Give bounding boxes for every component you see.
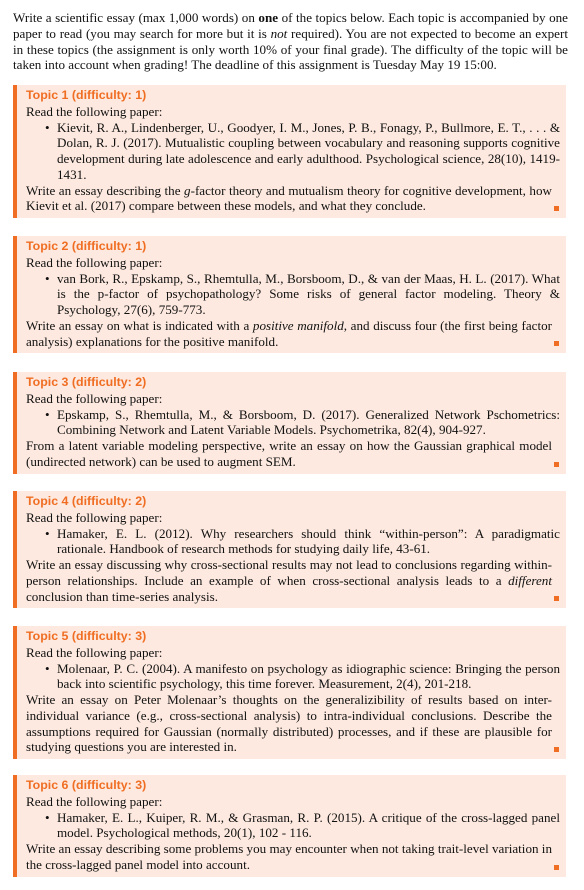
task-text-a: Write an essay describing the xyxy=(26,182,185,198)
reference-text: Kievit, R. A., Lindenberger, U., Goodyer, I. M., Jones, P. B., Fonagy, P., Bullmore, E. T., . . . & Dolan, R. J. (2017). Mutualistic coupling between vocabulary and reasoning supports cognitive development during late adolescence and early adulthood. Psychological science, 28(10), 1419-1431. xyxy=(57,119,560,182)
topic-reference xyxy=(26,407,560,438)
bullet-icon: • xyxy=(45,270,50,286)
topic-task xyxy=(26,557,560,604)
topic-lead: Read the following paper: xyxy=(26,645,163,660)
task-text-b: conclusion than time-series analysis. xyxy=(26,588,218,604)
task-text-b: -factor theory and mutualism theory for cognitive development, how Kievit et al. (2017) compare between these models, and what they conclude. xyxy=(26,182,552,214)
reference-text: van Bork, R., Epskamp, S., Rhemtulla, M., Borsboom, D., & van der Maas, H. L. (2017). What is the p-factor of psychopathology? Some risks of general factor modeling. Theory & Psychology, 27(6), 759-773. xyxy=(57,270,560,318)
topic-reference xyxy=(26,526,560,557)
topic-lead: Read the following paper: xyxy=(26,794,163,809)
topic-lead: Read the following paper: xyxy=(26,391,163,406)
bullet-icon: • xyxy=(45,525,50,541)
topic-title: Topic 4 (difficulty: 2) xyxy=(26,494,147,508)
task-emphasis: different xyxy=(508,572,552,588)
intro-paragraph xyxy=(13,10,568,73)
topic-title: Topic 6 (difficulty: 3) xyxy=(26,778,147,792)
end-marker-icon xyxy=(554,596,559,601)
intro-text-3: required). You are not expected to become an expert in these topics (the assignment is only worth 10% of your final grade). The difficulty of the topic will be taken into account when grading! The deadline of this assignment is Tuesday May 19 15:00. xyxy=(13,25,568,73)
task-emphasis: positive manifold xyxy=(252,317,344,333)
reference-text: Molenaar, P. C. (2004). A manifesto on psychology as idiographic science: Bringing the person back into scientific psychology, this time forever. Measurement, 2(4), 201-218. xyxy=(57,660,560,692)
reference-text: Epskamp, S., Rhemtulla, M., & Borsboom, D. (2017). Generalized Network Pschometrics: Combining Network and Latent Variable Models. Psychometrika, 82(4), 904-927. xyxy=(57,406,560,438)
end-marker-icon xyxy=(554,747,559,752)
topic-task xyxy=(26,183,560,214)
task-emphasis: g xyxy=(184,182,191,198)
end-marker-icon xyxy=(554,865,559,870)
task-text-a: Write an essay discussing why cross-sectional results may not lead to conclusions regarding within-person relationships. Include an example of when cross-sectional analysis leads to a xyxy=(26,557,552,588)
bullet-icon: • xyxy=(45,660,50,676)
reference-text: Hamaker, E. L., Kuiper, R. M., & Grasman, R. P. (2015). A critique of the cross-lagged panel model. Psychological methods, 20(1), 102 - 116. xyxy=(57,809,560,841)
topic-box-2 xyxy=(13,236,566,353)
topic-box-5 xyxy=(13,626,566,759)
bullet-icon: • xyxy=(45,406,50,422)
topic-task xyxy=(26,692,560,755)
topic-title: Topic 5 (difficulty: 3) xyxy=(26,629,147,643)
topic-title: Topic 1 (difficulty: 1) xyxy=(26,88,147,102)
task-text-a: Write an essay on Peter Molenaar’s thoughts on the generalizibility of results based on inter-individual variance (e.g., cross-sectional analysis) to intra-individual conclusions. Describe the assumptions required for Gaussian (normally distributed) processes, and if these are plausible for studying questions you are interested in. xyxy=(26,692,552,755)
topic-reference xyxy=(26,271,560,318)
intro-text-1: Write a scientific essay (max 1,000 words) on xyxy=(13,10,259,25)
task-text-a: Write an essay describing some problems you may encounter when not taking trait-level variation in the cross-lagged panel model into account. xyxy=(26,841,552,872)
topic-box-3 xyxy=(13,372,566,474)
intro-emphasis-not: not xyxy=(270,25,288,41)
reference-text: Hamaker, E. L. (2012). Why researchers should think “within-person”: A paradigmatic rationale. Handbook of research methods for studying daily life, 43-61. xyxy=(57,525,560,557)
topic-box-6 xyxy=(13,775,566,877)
intro-emphasis-one: one xyxy=(258,10,279,25)
topic-box-4 xyxy=(13,491,566,608)
topic-box-1 xyxy=(13,85,566,218)
topic-reference xyxy=(26,661,560,692)
topic-task xyxy=(26,438,560,469)
topic-reference xyxy=(26,810,560,841)
task-text-a: From a latent variable modeling perspective, write an essay on how the Gaussian graphical model (undirected network) can be used to augment SEM. xyxy=(26,438,552,469)
topic-task xyxy=(26,318,560,349)
topic-task xyxy=(26,841,560,872)
end-marker-icon xyxy=(554,462,559,467)
end-marker-icon xyxy=(554,206,559,211)
end-marker-icon xyxy=(554,341,559,346)
topic-lead: Read the following paper: xyxy=(26,255,163,270)
intro-text-2: of the topics below. Each topic is accompanied by one paper to read (you may search for more but it is xyxy=(13,10,568,41)
topic-title: Topic 2 (difficulty: 1) xyxy=(26,239,147,253)
topic-title: Topic 3 (difficulty: 2) xyxy=(26,375,147,389)
topic-lead: Read the following paper: xyxy=(26,510,163,525)
task-text-a: Write an essay on what is indicated with a xyxy=(26,317,253,333)
topic-lead: Read the following paper: xyxy=(26,104,163,119)
topic-reference xyxy=(26,120,560,183)
task-text-b: , and discuss four (the first being factor analysis) explanations for the positive manifold. xyxy=(26,317,552,349)
bullet-icon: • xyxy=(45,119,50,135)
bullet-icon: • xyxy=(45,809,50,825)
